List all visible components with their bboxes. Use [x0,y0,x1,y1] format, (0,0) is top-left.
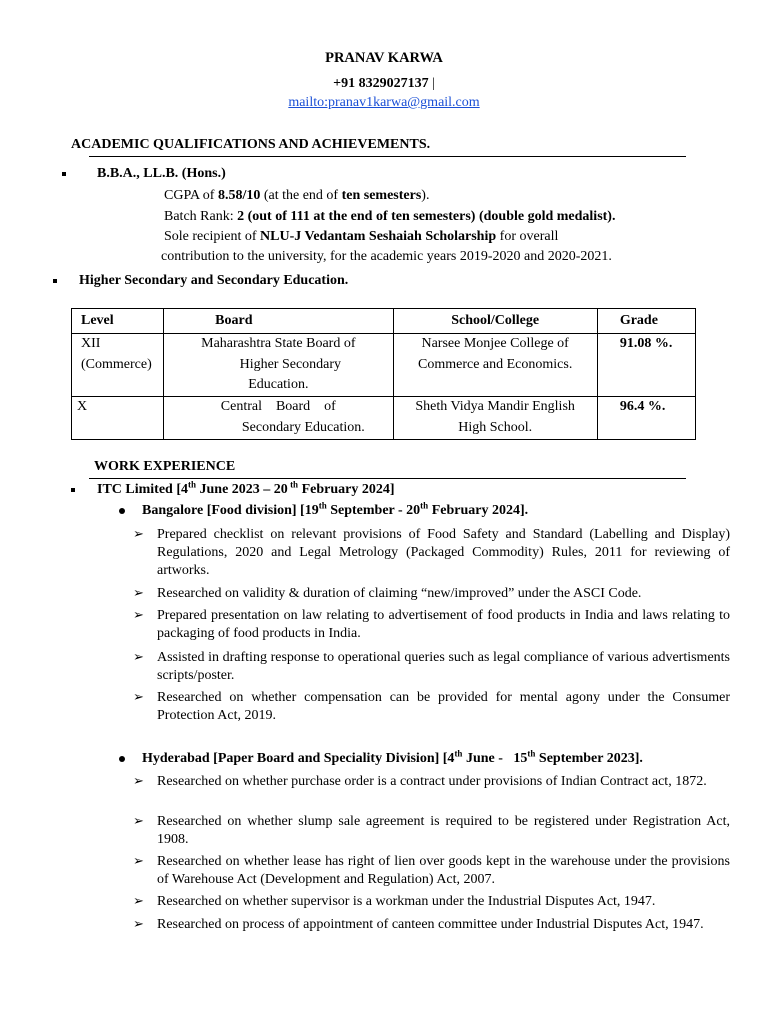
school-line: Commerce and Economics. [417,356,573,372]
company-name: ITC Limited [4 [97,482,188,497]
hyderabad-dates-end: September 2023]. [535,751,643,766]
academics-heading: ACADEMIC QUALIFICATIONS AND ACHIEVEMENTS. [71,137,431,152]
hyderabad-dates: June - 15 [462,751,528,766]
cell-board [164,397,393,440]
table-row [72,397,696,440]
arrow-bullet-icon: ➢ [133,526,144,541]
list-item: Assisted in drafting response to operational queries such as legal compliance of various advertisments scripts/poster. [157,650,730,683]
list-item: Researched on whether compensation can be provided for mental agony under the Consumer Protection Act, 2019. [157,690,730,723]
scholarship-name: NLU-J Vedantam Seshaiah Scholarship [260,229,497,244]
bangalore-title [142,502,528,520]
level-stream: (Commerce) [81,356,152,372]
cell-board [164,334,393,397]
round-bullet-icon [119,508,125,514]
list-item: Researched on validity & duration of claiming “new/improved” under the ASCI Code. [157,586,642,601]
school-line: High School. [458,419,533,435]
school-line: Sheth Vidya Mandir English [415,399,575,414]
scholarship-prefix: Sole recipient of [164,229,261,244]
phone-number: +91 8329027137 [333,76,429,91]
header-level: Level [72,309,164,334]
work-heading: WORK EXPERIENCE [94,459,236,474]
cgpa-end: ). [421,188,430,203]
scholarship-line [164,228,558,246]
email-link[interactable]: mailto:pranav1karwa@gmail.com [288,95,480,110]
cgpa-value: 8.58/10 [217,188,261,203]
list-item: Researched on whether supervisor is a workman under the Industrial Disputes Act, 1947. [157,894,656,909]
table-header-row [72,309,696,334]
education-table [71,308,696,440]
cgpa-semesters: ten semesters [341,188,422,203]
square-bullet-icon [71,488,75,492]
scholarship-suffix: for overall [496,229,559,244]
board-line: Maharashtra State Board of [201,336,356,351]
scholarship-line-2: contribution to the university, for the academic years 2019-2020 and 2020-2021. [161,249,612,264]
batch-rank-line [164,208,615,226]
ordinal-sup: th [454,748,463,759]
cell-school [393,397,597,440]
rank-prefix: Batch Rank: [164,209,238,224]
bangalore-dates: September - 20 [326,503,421,518]
arrow-bullet-icon: ➢ [133,813,144,828]
arrow-bullet-icon: ➢ [133,585,144,600]
board-line: Secondary Education. [241,419,365,435]
arrow-bullet-icon: ➢ [133,607,144,622]
ordinal-sup: th [420,500,429,511]
arrow-bullet-icon: ➢ [133,649,144,664]
table-row [72,334,696,397]
contact-phone-line [0,76,768,92]
list-item: Researched on whether lease has right of lien over goods kept in the warehouse under the provisions of Warehouse Act (Development and Regulation) Act, 2007. [157,854,730,887]
contact-email-line [0,95,768,111]
grade-value: 96.4 %. [619,399,666,414]
board-line: Central Board of [220,399,336,414]
list-item: Researched on whether slump sale agreement is required to be registered under Registration Act, 1908. [157,814,730,847]
cell-grade [597,334,695,397]
degree-title: B.B.A., LL.B. (Hons.) [97,166,226,181]
cell-level [72,397,164,440]
bangalore-dates-end: February 2024]. [428,503,529,518]
cell-school [393,334,597,397]
square-bullet-icon [62,172,66,176]
hyderabad-title [142,750,643,768]
academics-divider [89,156,686,157]
cell-grade [597,397,695,440]
list-item: Prepared presentation on law relating to advertisement of food products in India and laws relating to packaging of food products in India. [157,608,730,641]
level-x: X [77,399,88,414]
school-line: Narsee Monjee College of [421,336,569,351]
board-line: Education. [248,377,309,392]
cgpa-line [164,187,429,205]
grade-value: 91.08 %. [619,336,673,351]
rank-value: 2 (out of 111 at the end of ten semesters) (double gold medalist). [237,209,616,224]
phone-separator: | [428,76,435,91]
company-dates-end: February 2024] [298,482,395,497]
round-bullet-icon [119,756,125,762]
header-board: Board [164,309,393,334]
bangalore-name: Bangalore [Food division] [19 [142,503,319,518]
list-item: Prepared checklist on relevant provisions of Food Safety and Standard (Labelling and Display) Regulations, 2020 and Legal Metrology (Packaged Commodity) Rules, 2011 for reviewing of artworks. [157,527,730,578]
cgpa-prefix: CGPA of [164,188,218,203]
cell-level [72,334,164,397]
header-school: School/College [393,309,597,334]
square-bullet-icon [53,279,57,283]
secondary-education-heading: Higher Secondary and Secondary Education. [79,273,349,288]
ordinal-sup: th [527,748,536,759]
level-xii: XII [81,336,101,351]
ordinal-sup: th [188,479,197,490]
candidate-name: PRANAV KARWA [325,50,443,66]
arrow-bullet-icon: ➢ [133,773,144,788]
hyderabad-name: Hyderabad [Paper Board and Speciality Division] [4 [142,751,455,766]
arrow-bullet-icon: ➢ [133,689,144,704]
list-item: Researched on process of appointment of canteen committee under Industrial Disputes Act, 1947. [157,917,704,932]
arrow-bullet-icon: ➢ [133,893,144,908]
header-grade: Grade [597,309,695,334]
company-dates: June 2023 – 20 [196,482,288,497]
work-divider [89,478,686,479]
arrow-bullet-icon: ➢ [133,853,144,868]
cgpa-mid: (at the end of [260,188,342,203]
ordinal-sup: th [318,500,327,511]
arrow-bullet-icon: ➢ [133,916,144,931]
board-line: Higher Secondary [239,356,342,372]
company-title [97,481,395,499]
list-item: Researched on whether purchase order is a contract under provisions of Indian Contract act, 1872. [157,774,707,789]
ordinal-sup: th [287,479,299,490]
